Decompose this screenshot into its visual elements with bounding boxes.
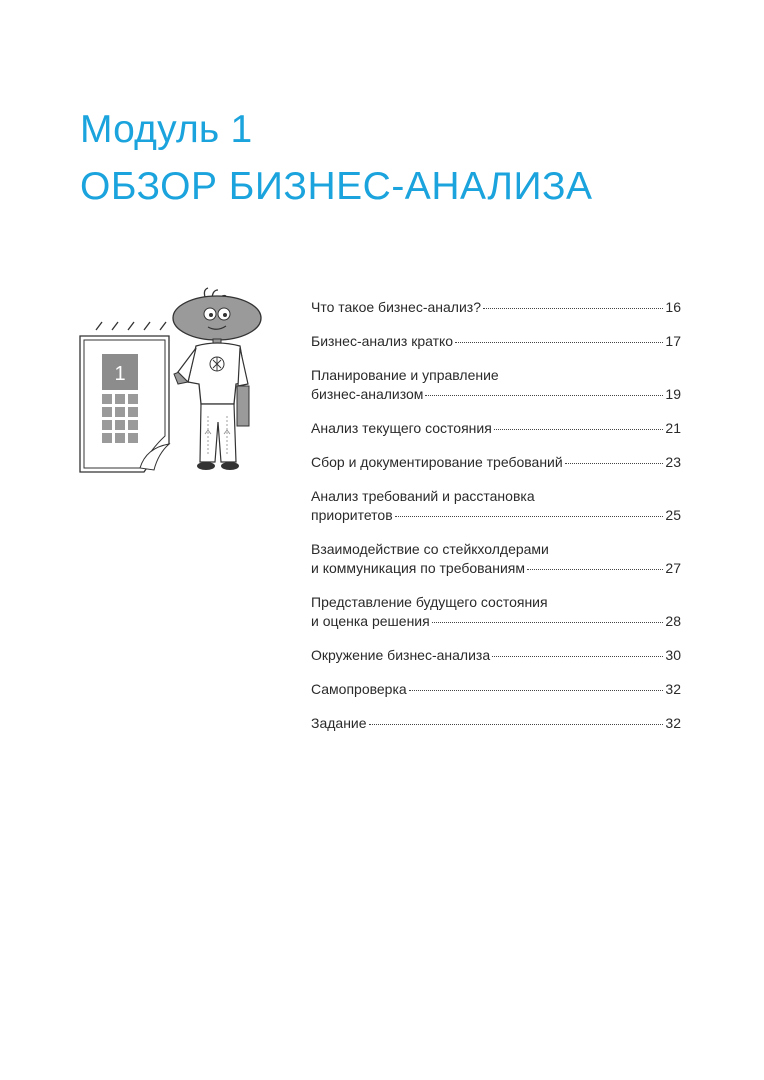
toc-entry-title-line: Представление будущего состояния bbox=[311, 594, 548, 610]
illustration-svg bbox=[74, 286, 284, 486]
toc-leader-dots bbox=[369, 724, 664, 725]
toc-entry[interactable] bbox=[311, 453, 681, 472]
character-with-calendar-illustration bbox=[74, 286, 284, 486]
toc-entry-title: Задание bbox=[311, 715, 367, 731]
module-title bbox=[80, 110, 593, 206]
toc-page-number: 19 bbox=[665, 386, 681, 402]
toc-leader-dots bbox=[432, 622, 664, 623]
toc-page-number: 32 bbox=[665, 681, 681, 697]
toc-entry[interactable] bbox=[311, 680, 681, 699]
toc-entry-title: бизнес-анализом bbox=[311, 386, 424, 402]
toc-entry-title-line: Планирование и управление bbox=[311, 367, 499, 383]
toc-page-number: 23 bbox=[665, 454, 681, 470]
toc-entry[interactable] bbox=[311, 298, 681, 317]
character-figure bbox=[173, 288, 261, 470]
module-name: ОБЗОР БИЗНЕС-АНАЛИЗА bbox=[80, 165, 593, 208]
calendar-icon bbox=[80, 322, 169, 472]
toc-page-number: 30 bbox=[665, 647, 681, 663]
table-of-contents bbox=[311, 298, 681, 748]
toc-page-number: 32 bbox=[665, 715, 681, 731]
toc-leader-dots bbox=[425, 395, 663, 396]
toc-leader-dots bbox=[565, 463, 664, 464]
toc-entry-title: Самопроверка bbox=[311, 681, 407, 697]
toc-entry-title: Сбор и документирование требований bbox=[311, 454, 563, 470]
toc-page-number: 21 bbox=[665, 420, 681, 436]
toc-leader-dots bbox=[492, 656, 663, 657]
toc-entry-title: и коммуникация по требованиям bbox=[311, 560, 525, 576]
toc-page-number: 25 bbox=[665, 507, 681, 523]
toc-entry-title: Анализ текущего состояния bbox=[311, 420, 492, 436]
toc-entry[interactable] bbox=[311, 593, 681, 631]
toc-leader-dots bbox=[455, 342, 663, 343]
toc-entry[interactable] bbox=[311, 419, 681, 438]
toc-entry-title: Что такое бизнес-анализ? bbox=[311, 299, 481, 315]
toc-page-number: 17 bbox=[665, 333, 681, 349]
toc-entry-title: приоритетов bbox=[311, 507, 393, 523]
toc-entry[interactable] bbox=[311, 540, 681, 578]
toc-entry[interactable] bbox=[311, 332, 681, 351]
module-number: Модуль 1 bbox=[80, 108, 253, 151]
toc-entry[interactable] bbox=[311, 366, 681, 404]
toc-leader-dots bbox=[483, 308, 663, 309]
toc-entry-title: и оценка решения bbox=[311, 613, 430, 629]
toc-leader-dots bbox=[494, 429, 664, 430]
toc-entry-title: Окружение бизнес-анализа bbox=[311, 647, 491, 663]
toc-leader-dots bbox=[527, 569, 663, 570]
toc-leader-dots bbox=[409, 690, 664, 691]
toc-entry[interactable] bbox=[311, 646, 681, 665]
toc-page-number: 28 bbox=[665, 613, 681, 629]
toc-entry[interactable] bbox=[311, 714, 681, 733]
toc-page-number: 27 bbox=[665, 560, 681, 576]
toc-entry-title-line: Взаимодействие со стейкхолдерами bbox=[311, 541, 549, 557]
toc-entry-title: Бизнес-анализ кратко bbox=[311, 333, 454, 349]
toc-page-number: 16 bbox=[665, 299, 681, 315]
toc-entry-title-line: Анализ требований и расстановка bbox=[311, 488, 535, 504]
calendar-number: 1 bbox=[114, 363, 126, 385]
toc-leader-dots bbox=[395, 516, 664, 517]
toc-entry[interactable] bbox=[311, 487, 681, 525]
